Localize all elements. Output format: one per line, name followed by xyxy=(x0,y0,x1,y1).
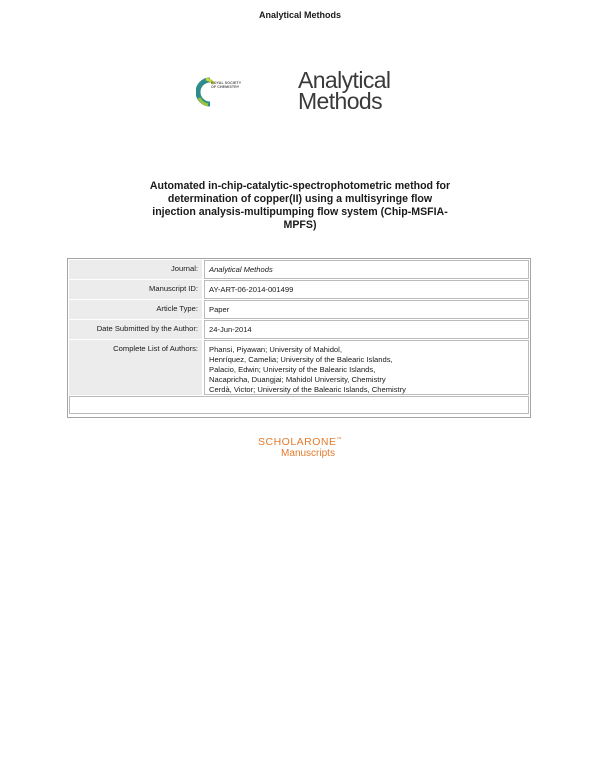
title-line: MPFS) xyxy=(283,219,317,231)
author-entry: Nacapricha, Duangjai; Mahidol University, Chemistry xyxy=(209,375,386,384)
date-submitted-label: Date Submitted by the Author: xyxy=(69,320,202,339)
journal-brand-text xyxy=(298,67,391,114)
journal-label: Journal: xyxy=(69,260,202,279)
trademark-mark: ™ xyxy=(336,436,343,443)
date-submitted-value: 24-Jun-2014 xyxy=(204,320,529,339)
manuscript-id-label: Manuscript ID: xyxy=(69,280,202,299)
author-entry: Cerdà, Victor; University of the Balearic Islands, Chemistry xyxy=(209,385,406,394)
manuscript-info-table xyxy=(67,258,531,418)
brand-word-methods: Methods xyxy=(298,88,383,114)
authors-list xyxy=(204,340,529,395)
article-type-row xyxy=(69,300,529,319)
brand-word-analytical: Analytical xyxy=(298,67,391,93)
journal-logo xyxy=(196,67,406,116)
journal-value: Analytical Methods xyxy=(204,260,529,279)
title-line: Automated in-chip-catalytic-spectrophotometric method for xyxy=(149,180,451,192)
title-line: determination of copper(II) using a multisyringe flow xyxy=(167,193,433,205)
article-type-label: Article Type: xyxy=(69,300,202,319)
publisher-line-1: ROYAL SOCIETY xyxy=(211,81,242,85)
scholarone-wordmark xyxy=(0,436,600,448)
empty-row xyxy=(69,396,529,414)
one-word: ONE xyxy=(312,436,337,448)
author-entry: Henríquez, Camelia; University of the Balearic Islands, xyxy=(209,355,393,364)
running-header: Analytical Methods xyxy=(258,10,341,20)
authors-label: Complete List of Authors: xyxy=(69,340,202,395)
publisher-line-2: OF CHEMISTRY xyxy=(211,85,240,90)
manuscript-id-row xyxy=(69,280,529,299)
scholarone-subtitle: Manuscripts xyxy=(281,448,335,459)
author-entry: Phansi, Piyawan; University of Mahidol, xyxy=(209,345,342,354)
scholar-word: SCHOLAR xyxy=(257,436,313,448)
author-entry: Palacio, Edwin; University of the Balearic Islands, xyxy=(209,365,376,374)
paper-title xyxy=(100,180,500,232)
manuscript-id-value: AY-ART-06-2014-001499 xyxy=(204,280,529,299)
date-submitted-row xyxy=(69,320,529,339)
title-line: injection analysis-multipumping flow system (Chip-MSFIA- xyxy=(152,206,448,218)
article-type-value: Paper xyxy=(204,300,529,319)
journal-row xyxy=(69,260,529,279)
authors-row xyxy=(69,340,529,395)
publisher-name xyxy=(211,81,241,90)
scholarone-logo xyxy=(0,436,600,460)
